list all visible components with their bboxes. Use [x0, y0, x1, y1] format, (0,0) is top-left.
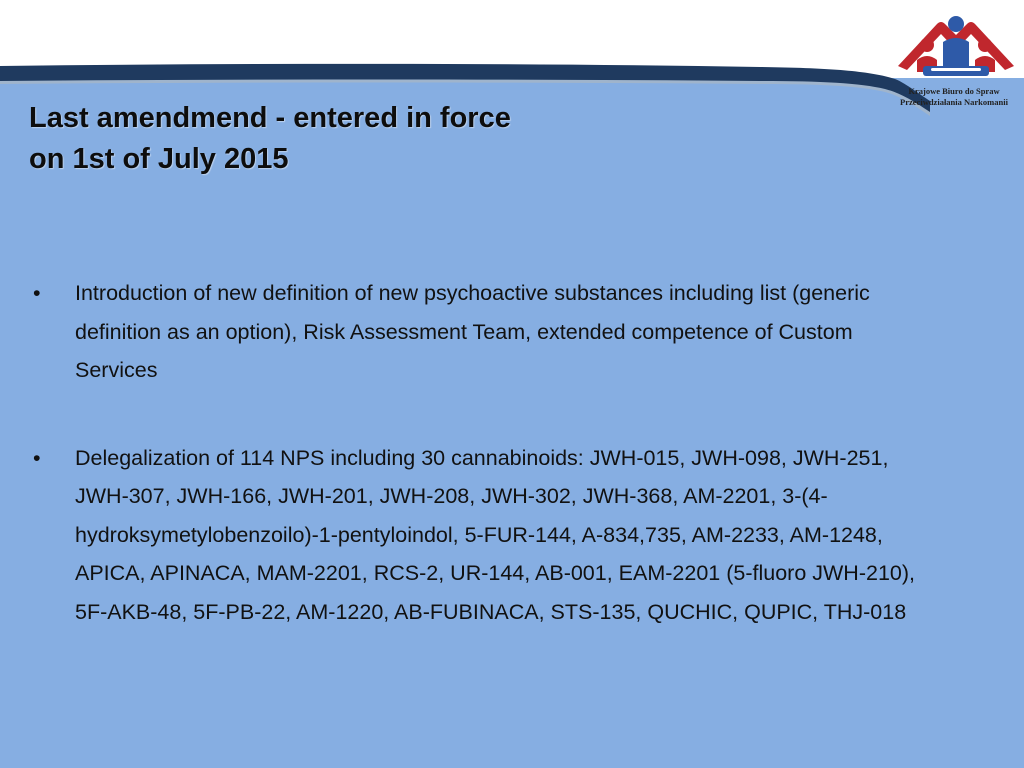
slide-title-line-1: Last amendmend - entered in force [29, 102, 511, 134]
logo-head-right [978, 38, 992, 52]
bullet-text: Introduction of new definition of new psychoactive substances including list (generic definition as an option), Risk Assessment Team, extended competence of Custom Services [75, 281, 870, 382]
bullet-marker: • [33, 445, 41, 470]
slide-title [29, 98, 669, 180]
bullet-marker: • [33, 281, 41, 305]
bullet-list [30, 274, 935, 631]
logo-head-center [948, 16, 964, 32]
bullet-item-delegalization [30, 439, 935, 632]
logo-table-highlight [931, 68, 981, 71]
logo-head-left [920, 38, 934, 52]
logo-caption [884, 86, 1024, 108]
logo-caption-line-1: Krajowe Biuro do Spraw [908, 86, 1000, 96]
slide-title-line-2: on 1st of July 2015 [29, 143, 289, 175]
logo-caption-line-2: Przeciwdziałania Narkomanii [900, 97, 1008, 107]
bullet-text: Delegalization of 114 NPS including 30 cannabinoids: JWH-015, JWH-098, JWH-251, JWH-307, JWH-166, JWH-201, JWH-208, JWH-302, JWH-368, AM-2201, 3-(4-hydroksymetylobenzoilo)-1-pentyloindol, 5-FUR-144, A-834,735, AM-2233, AM-1248, APICA, APINACA, MAM-2201, RCS-2, UR-144, AB-001, EAM-2201 (5-fluoro JWH-210), 5F-AKB-48, 5F-PB-22, AM-1220, AB-FUBINACA, STS-135, QUCHIC, QUPIC, THJ-018 [75, 445, 915, 624]
bullet-item-introduction [30, 274, 935, 390]
